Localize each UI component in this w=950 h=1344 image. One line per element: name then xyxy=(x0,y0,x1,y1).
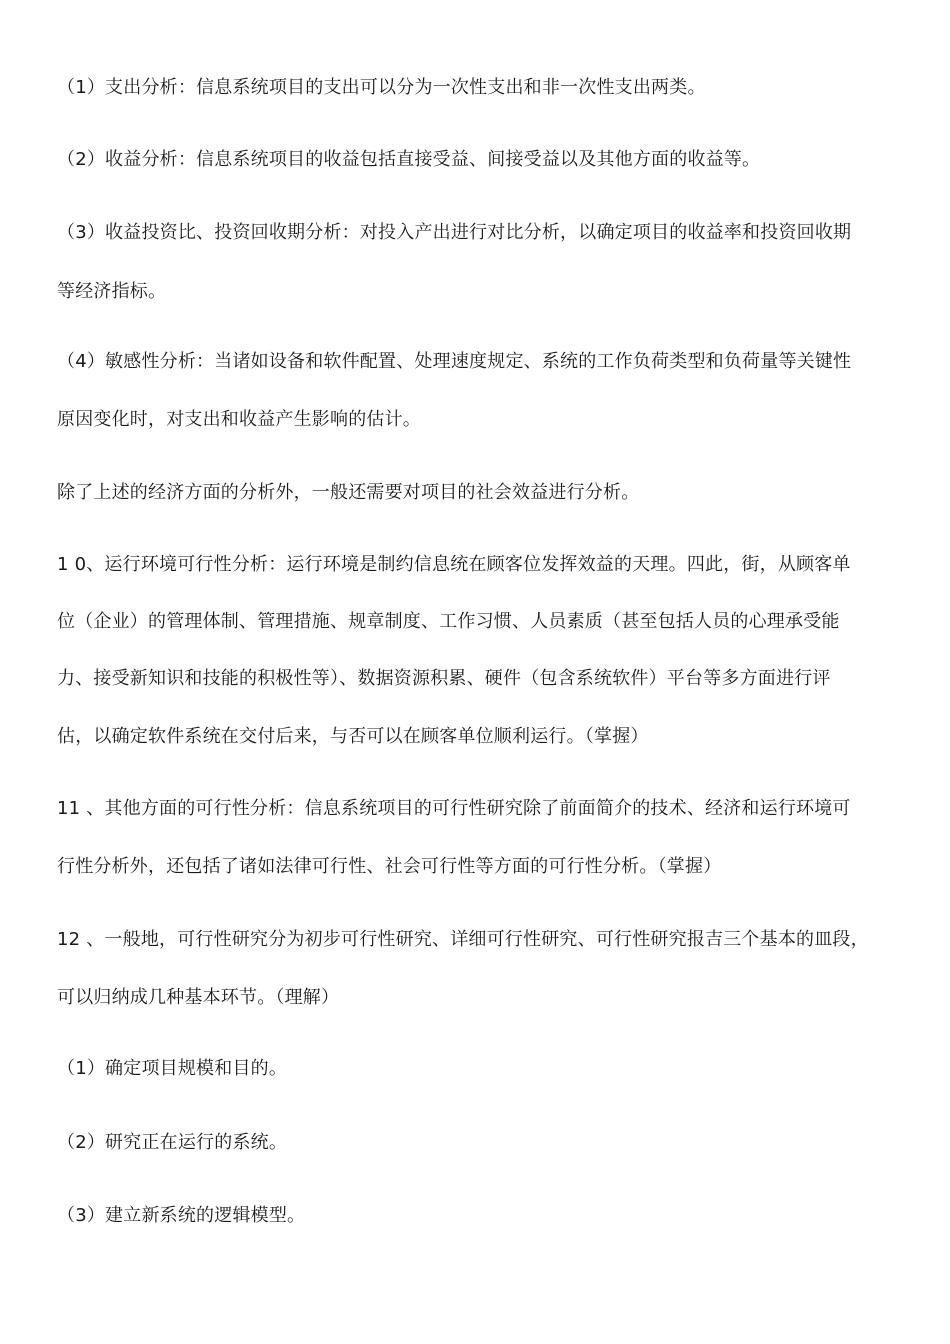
text-line: 力、接受新知识和技能的积极性等）、数据资源积累、硬件（包含系统软件）平台等多方面进行评 xyxy=(57,668,831,689)
text-line: 11 、其他方面的可行性分析：信息系统项目的可行性研究除了前面简介的技术、经济和运行环境可 xyxy=(57,798,851,819)
text-line: 可以归纳成几种基本环节。（理解） xyxy=(57,987,340,1008)
text-line: 位（企业）的管理体制、管理措施、规章制度、工作习惯、人员素质（甚至包括人员的心理承受能 xyxy=(57,611,840,632)
text-line: （3）收益投资比、投资回收期分析：对投入产出进行对比分析，以确定项目的收益率和投资回收期 xyxy=(57,222,852,243)
text-line: 原因变化时，对支出和收益产生影响的估计。 xyxy=(57,409,421,430)
text-line: 行性分析外，还包括了诸如法律可行性、社会可行性等方面的可行性分析。（掌握） xyxy=(57,856,722,877)
text-line: 除了上述的经济方面的分析外，一般还需要对项目的社会效益进行分析。 xyxy=(57,482,640,503)
text-line: （2）收益分析：信息系统项目的收益包括直接受益、间接受益以及其他方面的收益等。 xyxy=(57,149,761,170)
text-line: （2）研究正在运行的系统。 xyxy=(57,1132,288,1153)
text-line: （1）支出分析：信息系统项目的支出可以分为一次性支出和非一次性支出两类。 xyxy=(57,77,706,98)
text-line: 12 、一般地，可行性研究分为初步可行性研究、详细可行性研究、可行性研究报吉三个基本的皿段， xyxy=(57,929,869,950)
text-line: 估，以确定软件系统在交付后来，与否可以在顾客单位顺利运行。（掌握） xyxy=(57,726,649,747)
text-line: （4）敏感性分析：当诸如设备和软件配置、处理速度规定、系统的工作负荷类型和负荷量等关键性 xyxy=(57,351,852,372)
text-line: 1 0、运行环境可行性分析：运行环境是制约信息统在顾客位发挥效益的天理。四此，街，从顾客单 xyxy=(57,554,851,575)
text-line: 等经济指标。 xyxy=(57,281,167,302)
text-line: （1）确定项目规模和目的。 xyxy=(57,1058,288,1079)
text-line: （3）建立新系统的逻辑模型。 xyxy=(57,1205,306,1226)
